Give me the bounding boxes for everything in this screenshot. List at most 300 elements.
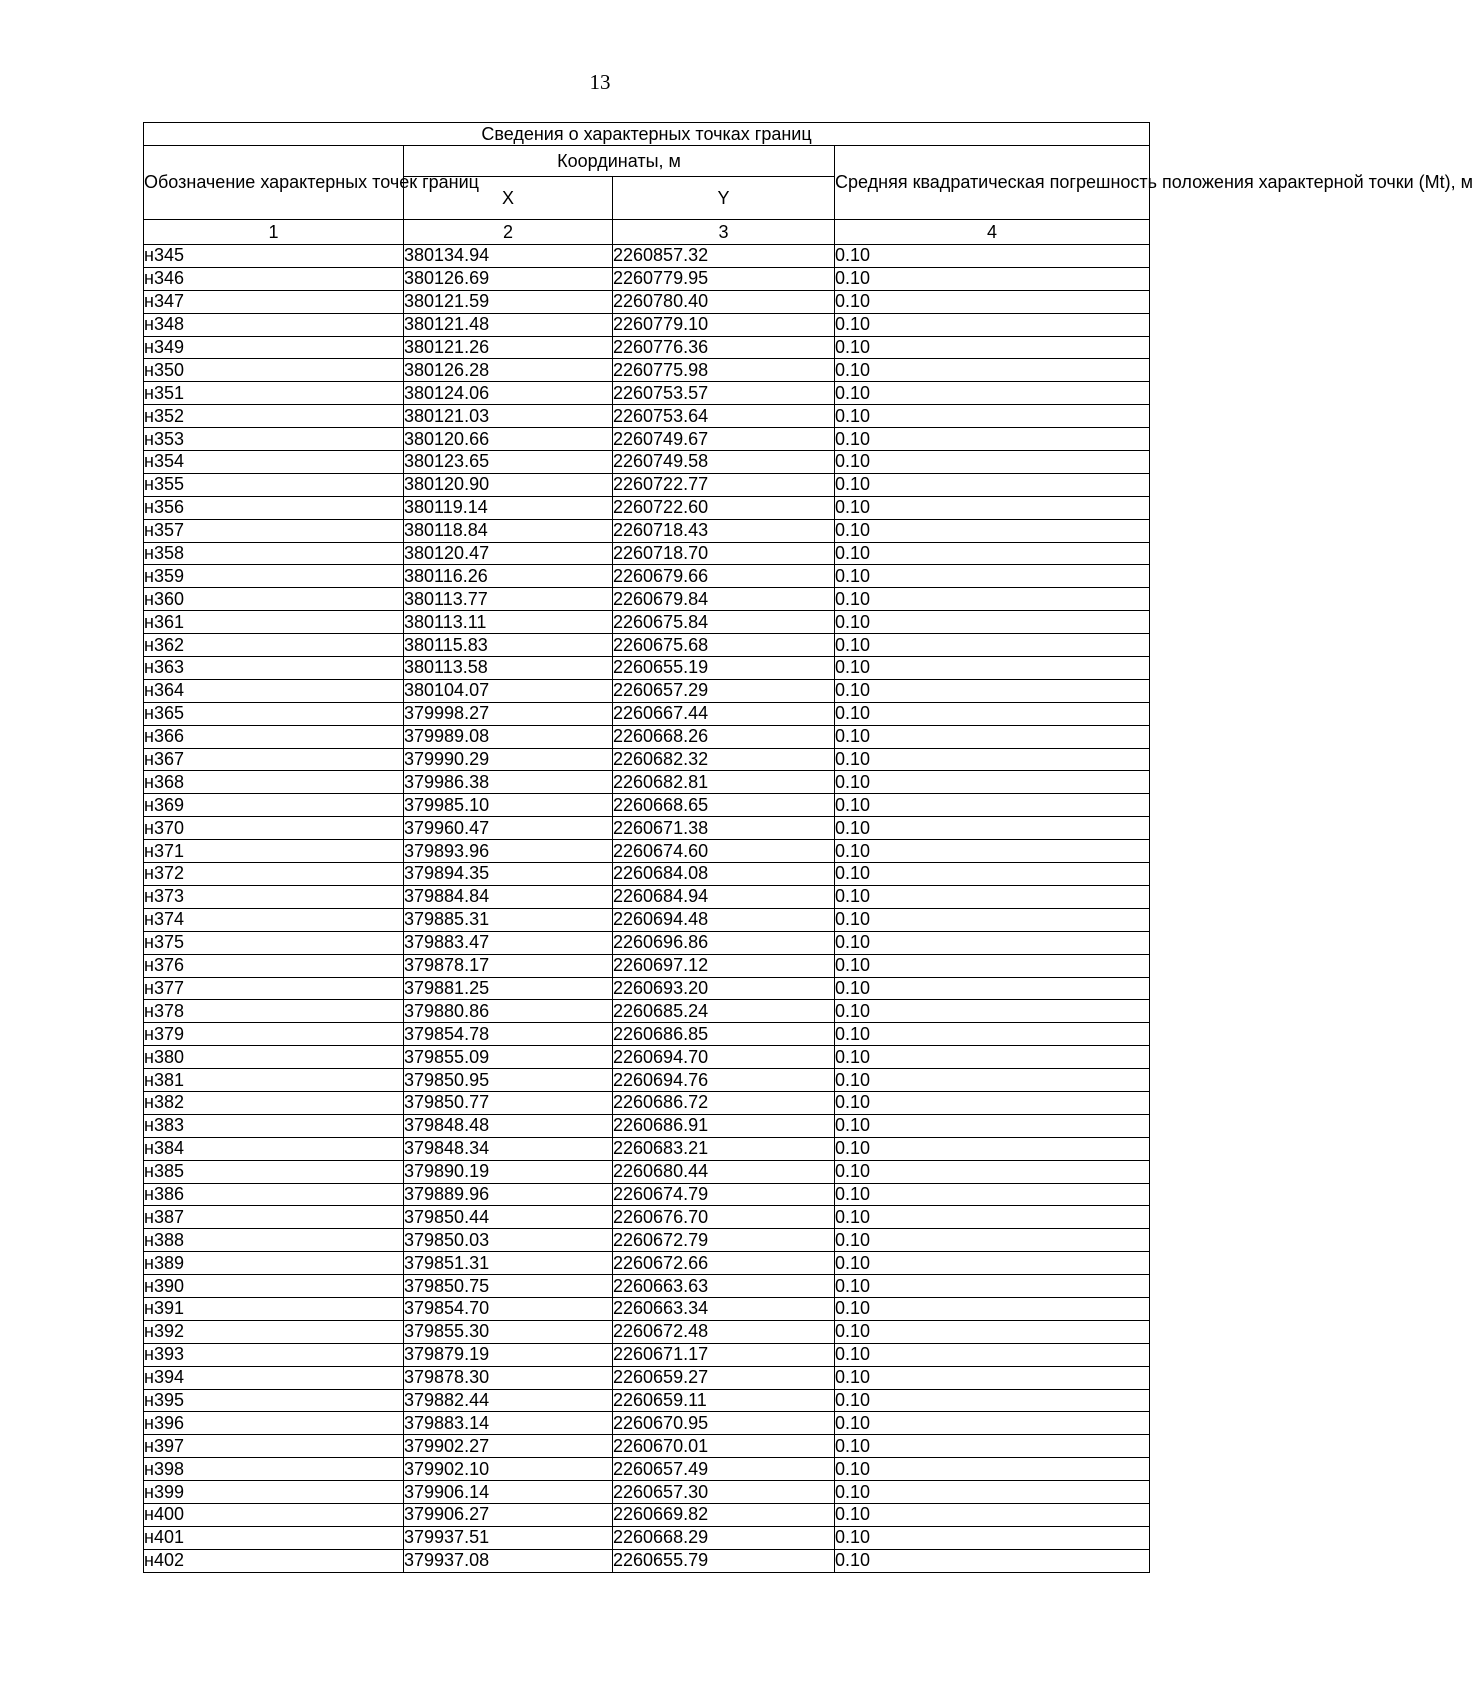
point-name-cell: н392: [144, 1320, 404, 1343]
table-row: [144, 382, 1150, 405]
x-coordinate-cell: 379851.31: [404, 1252, 613, 1275]
x-coordinate-cell: 379850.03: [404, 1229, 613, 1252]
x-coordinate-cell: 379885.31: [404, 908, 613, 931]
point-name-cell: н346: [144, 267, 404, 290]
error-cell: 0.10: [835, 1366, 1150, 1389]
x-coordinate-cell: 380120.90: [404, 473, 613, 496]
point-designation-header: Обозначение характерных точек границ: [144, 146, 404, 220]
error-cell: 0.10: [835, 290, 1150, 313]
y-coordinate-cell: 2260857.32: [613, 245, 835, 268]
table-row: [144, 496, 1150, 519]
x-coordinate-cell: 379879.19: [404, 1343, 613, 1366]
y-coordinate-cell: 2260686.85: [613, 1023, 835, 1046]
point-name-cell: н382: [144, 1091, 404, 1114]
error-cell: 0.10: [835, 1320, 1150, 1343]
x-coordinate-cell: 379937.08: [404, 1549, 613, 1572]
error-cell: 0.10: [835, 1114, 1150, 1137]
y-coordinate-cell: 2260670.95: [613, 1412, 835, 1435]
table-row: [144, 977, 1150, 1000]
y-coordinate-cell: 2260686.91: [613, 1114, 835, 1137]
x-coordinate-cell: 379906.14: [404, 1481, 613, 1504]
point-name-cell: н350: [144, 359, 404, 382]
table-row: [144, 1252, 1150, 1275]
point-name-cell: н353: [144, 428, 404, 451]
x-coordinate-cell: 379985.10: [404, 794, 613, 817]
error-cell: 0.10: [835, 679, 1150, 702]
y-coordinate-cell: 2260684.94: [613, 885, 835, 908]
table-title: Сведения о характерных точках границ: [144, 123, 1150, 146]
point-name-cell: н385: [144, 1160, 404, 1183]
table-row: [144, 1435, 1150, 1458]
point-name-cell: н356: [144, 496, 404, 519]
x-coordinate-cell: 380115.83: [404, 634, 613, 657]
error-cell: 0.10: [835, 1412, 1150, 1435]
point-name-cell: н364: [144, 679, 404, 702]
point-name-cell: н376: [144, 954, 404, 977]
y-coordinate-cell: 2260668.65: [613, 794, 835, 817]
x-coordinate-cell: 379960.47: [404, 817, 613, 840]
point-name-cell: н396: [144, 1412, 404, 1435]
y-coordinate-cell: 2260697.12: [613, 954, 835, 977]
error-cell: 0.10: [835, 1389, 1150, 1412]
table-row: [144, 245, 1150, 268]
x-coordinate-cell: 379855.09: [404, 1046, 613, 1069]
error-cell: 0.10: [835, 1046, 1150, 1069]
x-coordinate-cell: 379854.78: [404, 1023, 613, 1046]
table-row: [144, 1275, 1150, 1298]
table-row: [144, 359, 1150, 382]
x-coordinate-cell: 379902.27: [404, 1435, 613, 1458]
error-cell: 0.10: [835, 885, 1150, 908]
table-row: [144, 817, 1150, 840]
table-row: [144, 1137, 1150, 1160]
error-cell: 0.10: [835, 954, 1150, 977]
y-coordinate-cell: 2260685.24: [613, 1000, 835, 1023]
point-name-cell: н384: [144, 1137, 404, 1160]
coordinates-header: Координаты, м: [404, 146, 835, 177]
y-coordinate-cell: 2260679.66: [613, 565, 835, 588]
point-name-cell: н391: [144, 1297, 404, 1320]
point-name-cell: н401: [144, 1526, 404, 1549]
y-coordinate-cell: 2260722.60: [613, 496, 835, 519]
table-row: [144, 542, 1150, 565]
table-row: [144, 1091, 1150, 1114]
x-coordinate-cell: 380120.66: [404, 428, 613, 451]
y-coordinate-cell: 2260718.43: [613, 519, 835, 542]
x-coordinate-cell: 379848.48: [404, 1114, 613, 1137]
point-name-cell: н347: [144, 290, 404, 313]
y-coordinate-cell: 2260672.66: [613, 1252, 835, 1275]
point-name-cell: н368: [144, 771, 404, 794]
table-row: [144, 1481, 1150, 1504]
error-cell: 0.10: [835, 817, 1150, 840]
y-coordinate-cell: 2260749.58: [613, 451, 835, 474]
point-name-cell: н372: [144, 863, 404, 886]
y-coordinate-cell: 2260676.70: [613, 1206, 835, 1229]
x-coordinate-cell: 380134.94: [404, 245, 613, 268]
y-coordinate-cell: 2260657.30: [613, 1481, 835, 1504]
x-coordinate-cell: 379890.19: [404, 1160, 613, 1183]
table-row: [144, 954, 1150, 977]
table-row: [144, 863, 1150, 886]
point-name-cell: н397: [144, 1435, 404, 1458]
table-body: [144, 245, 1150, 1573]
error-cell: 0.10: [835, 1229, 1150, 1252]
point-name-cell: н375: [144, 931, 404, 954]
y-coordinate-cell: 2260753.64: [613, 405, 835, 428]
x-coordinate-cell: 379902.10: [404, 1458, 613, 1481]
y-coordinate-cell: 2260675.84: [613, 611, 835, 634]
point-name-cell: н402: [144, 1549, 404, 1572]
error-cell: 0.10: [835, 1435, 1150, 1458]
point-name-cell: н362: [144, 634, 404, 657]
error-cell: 0.10: [835, 496, 1150, 519]
point-name-cell: н377: [144, 977, 404, 1000]
table-row: [144, 1366, 1150, 1389]
y-coordinate-cell: 2260680.44: [613, 1160, 835, 1183]
table-row: [144, 1114, 1150, 1137]
x-coordinate-cell: 380119.14: [404, 496, 613, 519]
x-coordinate-cell: 380116.26: [404, 565, 613, 588]
x-coordinate-cell: 380121.48: [404, 313, 613, 336]
error-cell: 0.10: [835, 748, 1150, 771]
y-coordinate-cell: 2260657.49: [613, 1458, 835, 1481]
y-coordinate-cell: 2260776.36: [613, 336, 835, 359]
column-number: 4: [835, 220, 1150, 245]
column-number: 2: [404, 220, 613, 245]
error-cell: 0.10: [835, 1091, 1150, 1114]
error-cell: 0.10: [835, 702, 1150, 725]
table-row: [144, 1389, 1150, 1412]
point-name-cell: н394: [144, 1366, 404, 1389]
error-cell: 0.10: [835, 542, 1150, 565]
point-name-cell: н390: [144, 1275, 404, 1298]
x-coordinate-cell: 379883.47: [404, 931, 613, 954]
x-coordinate-cell: 379889.96: [404, 1183, 613, 1206]
table-row: [144, 1503, 1150, 1526]
x-header: X: [404, 177, 613, 220]
y-coordinate-cell: 2260722.77: [613, 473, 835, 496]
table-row: [144, 1023, 1150, 1046]
y-coordinate-cell: 2260674.79: [613, 1183, 835, 1206]
point-name-cell: н358: [144, 542, 404, 565]
y-coordinate-cell: 2260670.01: [613, 1435, 835, 1458]
table-row: [144, 1458, 1150, 1481]
x-coordinate-cell: 379854.70: [404, 1297, 613, 1320]
table-row: [144, 1320, 1150, 1343]
table-row: [144, 908, 1150, 931]
y-coordinate-cell: 2260667.44: [613, 702, 835, 725]
error-cell: 0.10: [835, 977, 1150, 1000]
table-row: [144, 473, 1150, 496]
y-coordinate-cell: 2260655.79: [613, 1549, 835, 1572]
table-row: [144, 405, 1150, 428]
x-coordinate-cell: 379850.77: [404, 1091, 613, 1114]
x-coordinate-cell: 380121.03: [404, 405, 613, 428]
error-cell: 0.10: [835, 908, 1150, 931]
point-name-cell: н357: [144, 519, 404, 542]
point-name-cell: н360: [144, 588, 404, 611]
error-cell: 0.10: [835, 1183, 1150, 1206]
table-row: [144, 725, 1150, 748]
x-coordinate-cell: 379998.27: [404, 702, 613, 725]
table-row: [144, 931, 1150, 954]
x-coordinate-cell: 379906.27: [404, 1503, 613, 1526]
y-coordinate-cell: 2260668.26: [613, 725, 835, 748]
x-coordinate-cell: 379855.30: [404, 1320, 613, 1343]
table-row: [144, 1343, 1150, 1366]
point-name-cell: н370: [144, 817, 404, 840]
point-name-cell: н351: [144, 382, 404, 405]
y-coordinate-cell: 2260683.21: [613, 1137, 835, 1160]
table-row: [144, 611, 1150, 634]
point-name-cell: н378: [144, 1000, 404, 1023]
y-coordinate-cell: 2260674.60: [613, 840, 835, 863]
x-coordinate-cell: 380118.84: [404, 519, 613, 542]
y-coordinate-cell: 2260779.95: [613, 267, 835, 290]
y-coordinate-cell: 2260671.17: [613, 1343, 835, 1366]
table-row: [144, 679, 1150, 702]
error-cell: 0.10: [835, 1481, 1150, 1504]
error-cell: 0.10: [835, 405, 1150, 428]
y-coordinate-cell: 2260668.29: [613, 1526, 835, 1549]
table-row: [144, 565, 1150, 588]
table-row: [144, 748, 1150, 771]
error-cell: 0.10: [835, 1343, 1150, 1366]
table-row: [144, 336, 1150, 359]
x-coordinate-cell: 379894.35: [404, 863, 613, 886]
error-cell: 0.10: [835, 565, 1150, 588]
x-coordinate-cell: 379883.14: [404, 1412, 613, 1435]
y-coordinate-cell: 2260753.57: [613, 382, 835, 405]
point-name-cell: н366: [144, 725, 404, 748]
x-coordinate-cell: 379848.34: [404, 1137, 613, 1160]
table-row: [144, 428, 1150, 451]
table-row: [144, 588, 1150, 611]
table-row: [144, 885, 1150, 908]
table-row: [144, 1412, 1150, 1435]
error-cell: 0.10: [835, 1549, 1150, 1572]
y-coordinate-cell: 2260672.48: [613, 1320, 835, 1343]
error-cell: 0.10: [835, 245, 1150, 268]
y-coordinate-cell: 2260663.34: [613, 1297, 835, 1320]
error-cell: 0.10: [835, 931, 1150, 954]
error-cell: 0.10: [835, 1275, 1150, 1298]
point-name-cell: н354: [144, 451, 404, 474]
point-name-cell: н389: [144, 1252, 404, 1275]
error-cell: 0.10: [835, 1000, 1150, 1023]
y-coordinate-cell: 2260682.32: [613, 748, 835, 771]
point-name-cell: н373: [144, 885, 404, 908]
y-coordinate-cell: 2260675.68: [613, 634, 835, 657]
error-cell: 0.10: [835, 336, 1150, 359]
error-cell: 0.10: [835, 1023, 1150, 1046]
point-name-cell: н379: [144, 1023, 404, 1046]
error-cell: 0.10: [835, 1503, 1150, 1526]
x-coordinate-cell: 379878.17: [404, 954, 613, 977]
y-coordinate-cell: 2260672.79: [613, 1229, 835, 1252]
x-coordinate-cell: 379989.08: [404, 725, 613, 748]
y-coordinate-cell: 2260684.08: [613, 863, 835, 886]
point-name-cell: н386: [144, 1183, 404, 1206]
x-coordinate-cell: 379850.44: [404, 1206, 613, 1229]
error-cell: 0.10: [835, 611, 1150, 634]
y-coordinate-cell: 2260694.48: [613, 908, 835, 931]
x-coordinate-cell: 379878.30: [404, 1366, 613, 1389]
table-row: [144, 1229, 1150, 1252]
y-coordinate-cell: 2260696.86: [613, 931, 835, 954]
table-row: [144, 313, 1150, 336]
x-coordinate-cell: 380113.58: [404, 657, 613, 680]
y-coordinate-cell: 2260679.84: [613, 588, 835, 611]
boundary-points-table: [143, 122, 1473, 1573]
y-coordinate-cell: 2260694.76: [613, 1069, 835, 1092]
y-coordinate-cell: 2260657.29: [613, 679, 835, 702]
table-row: [144, 657, 1150, 680]
y-coordinate-cell: 2260780.40: [613, 290, 835, 313]
error-cell: 0.10: [835, 267, 1150, 290]
x-coordinate-cell: 380113.11: [404, 611, 613, 634]
y-coordinate-cell: 2260749.67: [613, 428, 835, 451]
error-cell: 0.10: [835, 1526, 1150, 1549]
error-cell: 0.10: [835, 634, 1150, 657]
error-cell: 0.10: [835, 588, 1150, 611]
table-row: [144, 267, 1150, 290]
point-name-cell: н348: [144, 313, 404, 336]
error-cell: 0.10: [835, 1297, 1150, 1320]
error-cell: 0.10: [835, 771, 1150, 794]
x-coordinate-cell: 379880.86: [404, 1000, 613, 1023]
x-coordinate-cell: 380126.28: [404, 359, 613, 382]
error-cell: 0.10: [835, 473, 1150, 496]
error-cell: 0.10: [835, 794, 1150, 817]
table-row: [144, 840, 1150, 863]
table-row: [144, 290, 1150, 313]
y-coordinate-cell: 2260655.19: [613, 657, 835, 680]
x-coordinate-cell: 380124.06: [404, 382, 613, 405]
x-coordinate-cell: 379986.38: [404, 771, 613, 794]
error-cell: 0.10: [835, 313, 1150, 336]
point-name-cell: н381: [144, 1069, 404, 1092]
y-coordinate-cell: 2260663.63: [613, 1275, 835, 1298]
error-cell: 0.10: [835, 1069, 1150, 1092]
y-coordinate-cell: 2260682.81: [613, 771, 835, 794]
point-name-cell: н388: [144, 1229, 404, 1252]
point-name-cell: н369: [144, 794, 404, 817]
y-coordinate-cell: 2260671.38: [613, 817, 835, 840]
point-name-cell: н399: [144, 1481, 404, 1504]
table-row: [144, 1046, 1150, 1069]
table-row: [144, 519, 1150, 542]
error-cell: 0.10: [835, 382, 1150, 405]
table-row: [144, 1069, 1150, 1092]
x-coordinate-cell: 380126.69: [404, 267, 613, 290]
table-row: [144, 1297, 1150, 1320]
point-name-cell: н361: [144, 611, 404, 634]
y-coordinate-cell: 2260686.72: [613, 1091, 835, 1114]
error-cell: 0.10: [835, 1458, 1150, 1481]
y-coordinate-cell: 2260775.98: [613, 359, 835, 382]
table-row: [144, 1526, 1150, 1549]
point-name-cell: н374: [144, 908, 404, 931]
y-coordinate-cell: 2260779.10: [613, 313, 835, 336]
point-name-cell: н365: [144, 702, 404, 725]
error-cell: 0.10: [835, 359, 1150, 382]
x-coordinate-cell: 379937.51: [404, 1526, 613, 1549]
point-name-cell: н371: [144, 840, 404, 863]
point-name-cell: н345: [144, 245, 404, 268]
column-number: 1: [144, 220, 404, 245]
x-coordinate-cell: 379884.84: [404, 885, 613, 908]
x-coordinate-cell: 379893.96: [404, 840, 613, 863]
y-coordinate-cell: 2260659.27: [613, 1366, 835, 1389]
page-number: 13: [589, 70, 611, 94]
y-coordinate-cell: 2260659.11: [613, 1389, 835, 1412]
error-cell: 0.10: [835, 1206, 1150, 1229]
table-row: [144, 1206, 1150, 1229]
point-name-cell: н355: [144, 473, 404, 496]
y-coordinate-cell: 2260718.70: [613, 542, 835, 565]
column-number: 3: [613, 220, 835, 245]
error-cell: 0.10: [835, 1160, 1150, 1183]
point-name-cell: н395: [144, 1389, 404, 1412]
point-name-cell: н400: [144, 1503, 404, 1526]
x-coordinate-cell: 380120.47: [404, 542, 613, 565]
point-name-cell: н383: [144, 1114, 404, 1137]
point-name-cell: н352: [144, 405, 404, 428]
x-coordinate-cell: 379882.44: [404, 1389, 613, 1412]
table-row: [144, 1549, 1150, 1572]
table-row: [144, 794, 1150, 817]
y-coordinate-cell: 2260669.82: [613, 1503, 835, 1526]
x-coordinate-cell: 379850.95: [404, 1069, 613, 1092]
error-cell: 0.10: [835, 1252, 1150, 1275]
x-coordinate-cell: 380121.26: [404, 336, 613, 359]
x-coordinate-cell: 380123.65: [404, 451, 613, 474]
error-cell: 0.10: [835, 428, 1150, 451]
point-name-cell: н398: [144, 1458, 404, 1481]
x-coordinate-cell: 380121.59: [404, 290, 613, 313]
point-name-cell: н359: [144, 565, 404, 588]
table-row: [144, 634, 1150, 657]
y-coordinate-cell: 2260694.70: [613, 1046, 835, 1069]
table-row: [144, 771, 1150, 794]
point-name-cell: н363: [144, 657, 404, 680]
x-coordinate-cell: 380113.77: [404, 588, 613, 611]
point-name-cell: н380: [144, 1046, 404, 1069]
y-coordinate-cell: 2260693.20: [613, 977, 835, 1000]
table-row: [144, 1160, 1150, 1183]
x-coordinate-cell: 379881.25: [404, 977, 613, 1000]
point-name-cell: н367: [144, 748, 404, 771]
error-cell: 0.10: [835, 840, 1150, 863]
point-name-cell: н387: [144, 1206, 404, 1229]
table-row: [144, 1183, 1150, 1206]
table-row: [144, 702, 1150, 725]
x-coordinate-cell: 379990.29: [404, 748, 613, 771]
error-cell: 0.10: [835, 657, 1150, 680]
table-row: [144, 451, 1150, 474]
point-name-cell: н393: [144, 1343, 404, 1366]
y-header: Y: [613, 177, 835, 220]
error-cell: 0.10: [835, 519, 1150, 542]
x-coordinate-cell: 380104.07: [404, 679, 613, 702]
point-name-cell: н349: [144, 336, 404, 359]
x-coordinate-cell: 379850.75: [404, 1275, 613, 1298]
error-cell: 0.10: [835, 725, 1150, 748]
error-cell: 0.10: [835, 863, 1150, 886]
error-cell: 0.10: [835, 451, 1150, 474]
